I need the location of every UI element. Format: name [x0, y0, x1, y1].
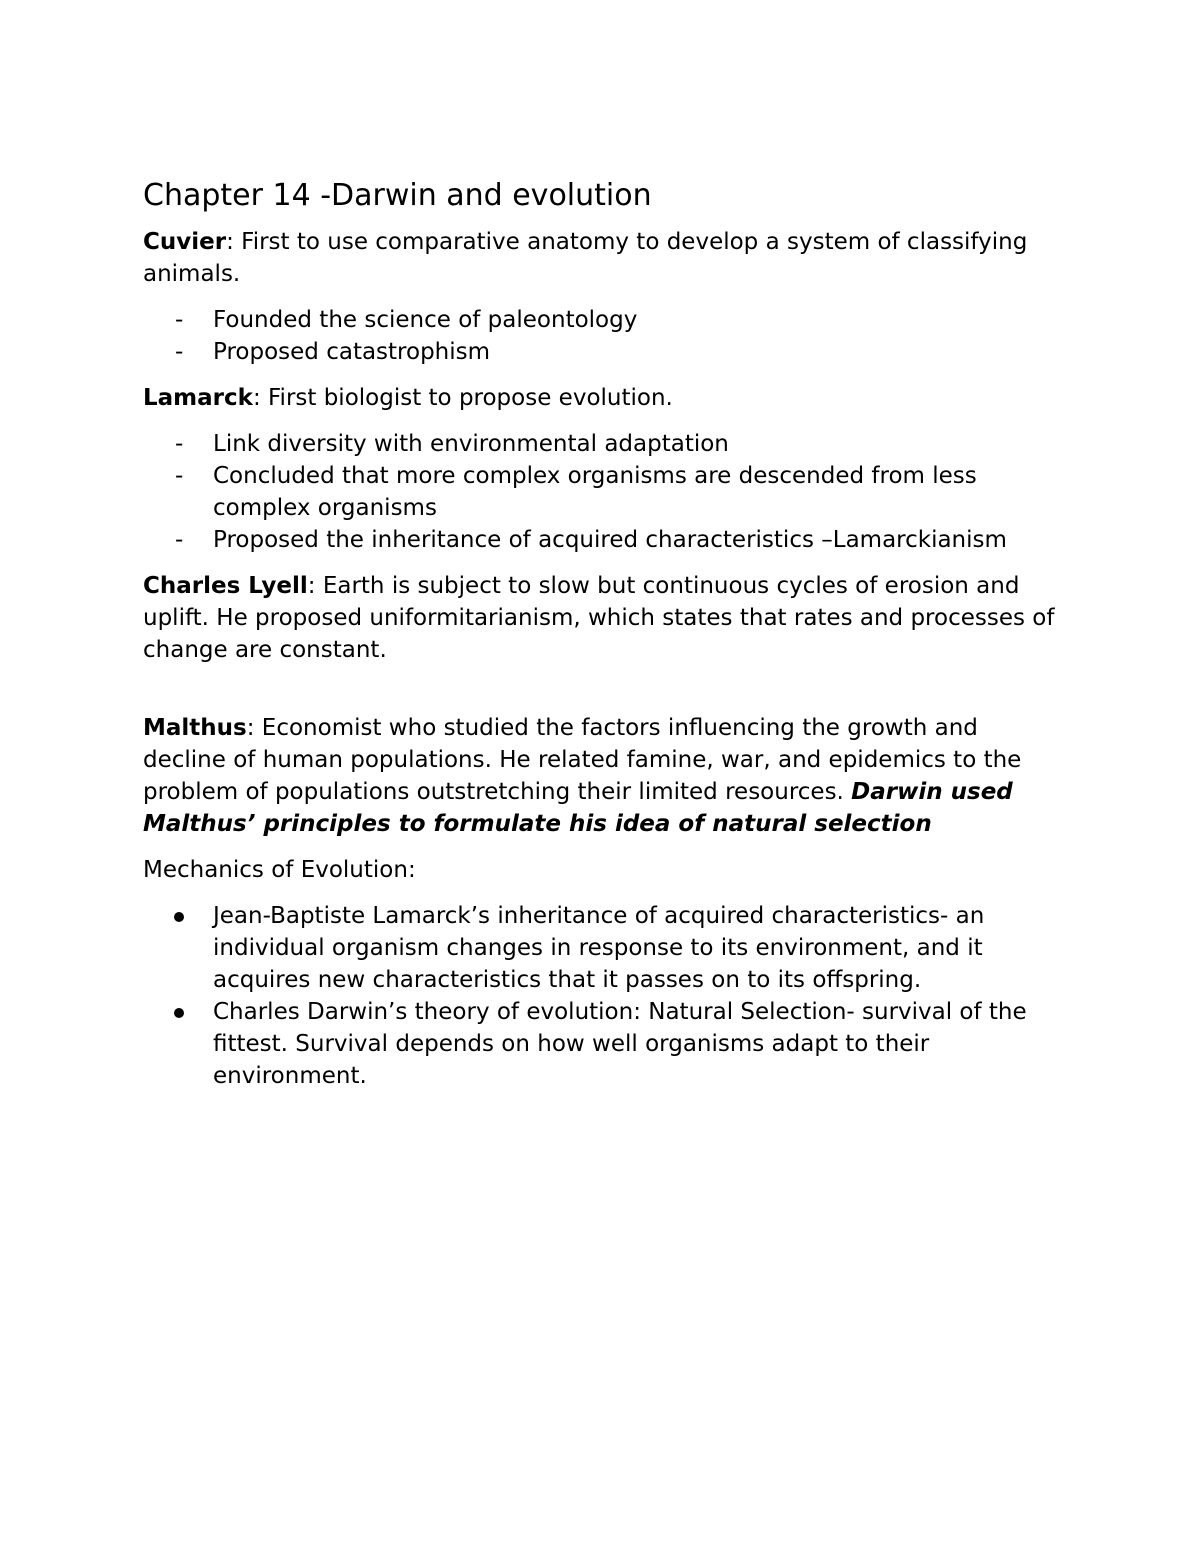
list-item-text: Link diversity with environmental adaptation — [213, 431, 729, 457]
dash-marker: - — [175, 307, 184, 333]
lamarck-term: Lamarck — [143, 385, 253, 411]
malthus-paragraph — [143, 712, 1063, 840]
page-title: Chapter 14 -Darwin and evolution — [143, 178, 652, 213]
lamarck-list — [143, 428, 1063, 556]
cuvier-list — [143, 304, 1063, 368]
list-item-text: Proposed the inheritance of acquired characteristics –Lamarckianism — [213, 527, 1007, 553]
list-item-text: Charles Darwin’s theory of evolution: Natural Selection- survival of the fittest. Survival depends on how well organisms adapt to their environment. — [213, 999, 1027, 1089]
bullet-icon — [174, 912, 184, 922]
paragraph-spacer — [143, 680, 1063, 712]
lamarck-definition: : First biologist to propose evolution. — [252, 385, 673, 411]
lyell-definition: : Earth is subject to slow but continuous cycles of erosion and uplift. He proposed uniformitarianism, which states that rates and processes of change are constant. — [143, 573, 1055, 663]
cuvier-paragraph — [143, 226, 1063, 290]
list-item — [143, 900, 1063, 996]
mechanics-list — [143, 900, 1063, 1092]
list-item — [143, 524, 1063, 556]
list-item — [143, 336, 1063, 368]
document-page — [143, 176, 1063, 1106]
lyell-paragraph — [143, 570, 1063, 666]
malthus-italic-note: Darwin used Malthus’ principles to formulate his idea of natural selection — [143, 779, 1013, 837]
mechanics-heading: Mechanics of Evolution: — [143, 857, 416, 883]
list-item-text: Proposed catastrophism — [213, 339, 491, 365]
cuvier-definition: : First to use comparative anatomy to develop a system of classifying animals. — [143, 229, 1028, 287]
list-item — [143, 996, 1063, 1092]
cuvier-term: Cuvier — [143, 229, 227, 255]
bullet-icon — [174, 1008, 184, 1018]
dash-marker: - — [175, 431, 184, 457]
lyell-term: Charles Lyell — [143, 573, 308, 599]
list-item-text: Jean-Baptiste Lamarck’s inheritance of acquired characteristics- an individual organism changes in response to its environment, and it acquires new characteristics that it passes on to its offspring. — [213, 903, 985, 993]
dash-marker: - — [175, 339, 184, 365]
lamarck-paragraph — [143, 382, 1063, 414]
list-item — [143, 304, 1063, 336]
dash-marker: - — [175, 463, 184, 489]
malthus-term: Malthus — [143, 715, 247, 741]
list-item-text: Concluded that more complex organisms are descended from less complex organisms — [213, 463, 977, 521]
malthus-definition: : Economist who studied the factors influencing the growth and decline of human populations. He related famine, war, and epidemics to the problem of populations outstretching their limited resources. — [143, 715, 1022, 805]
list-item — [143, 460, 1063, 524]
dash-marker: - — [175, 527, 184, 553]
list-item — [143, 428, 1063, 460]
list-item-text: Founded the science of paleontology — [213, 307, 638, 333]
